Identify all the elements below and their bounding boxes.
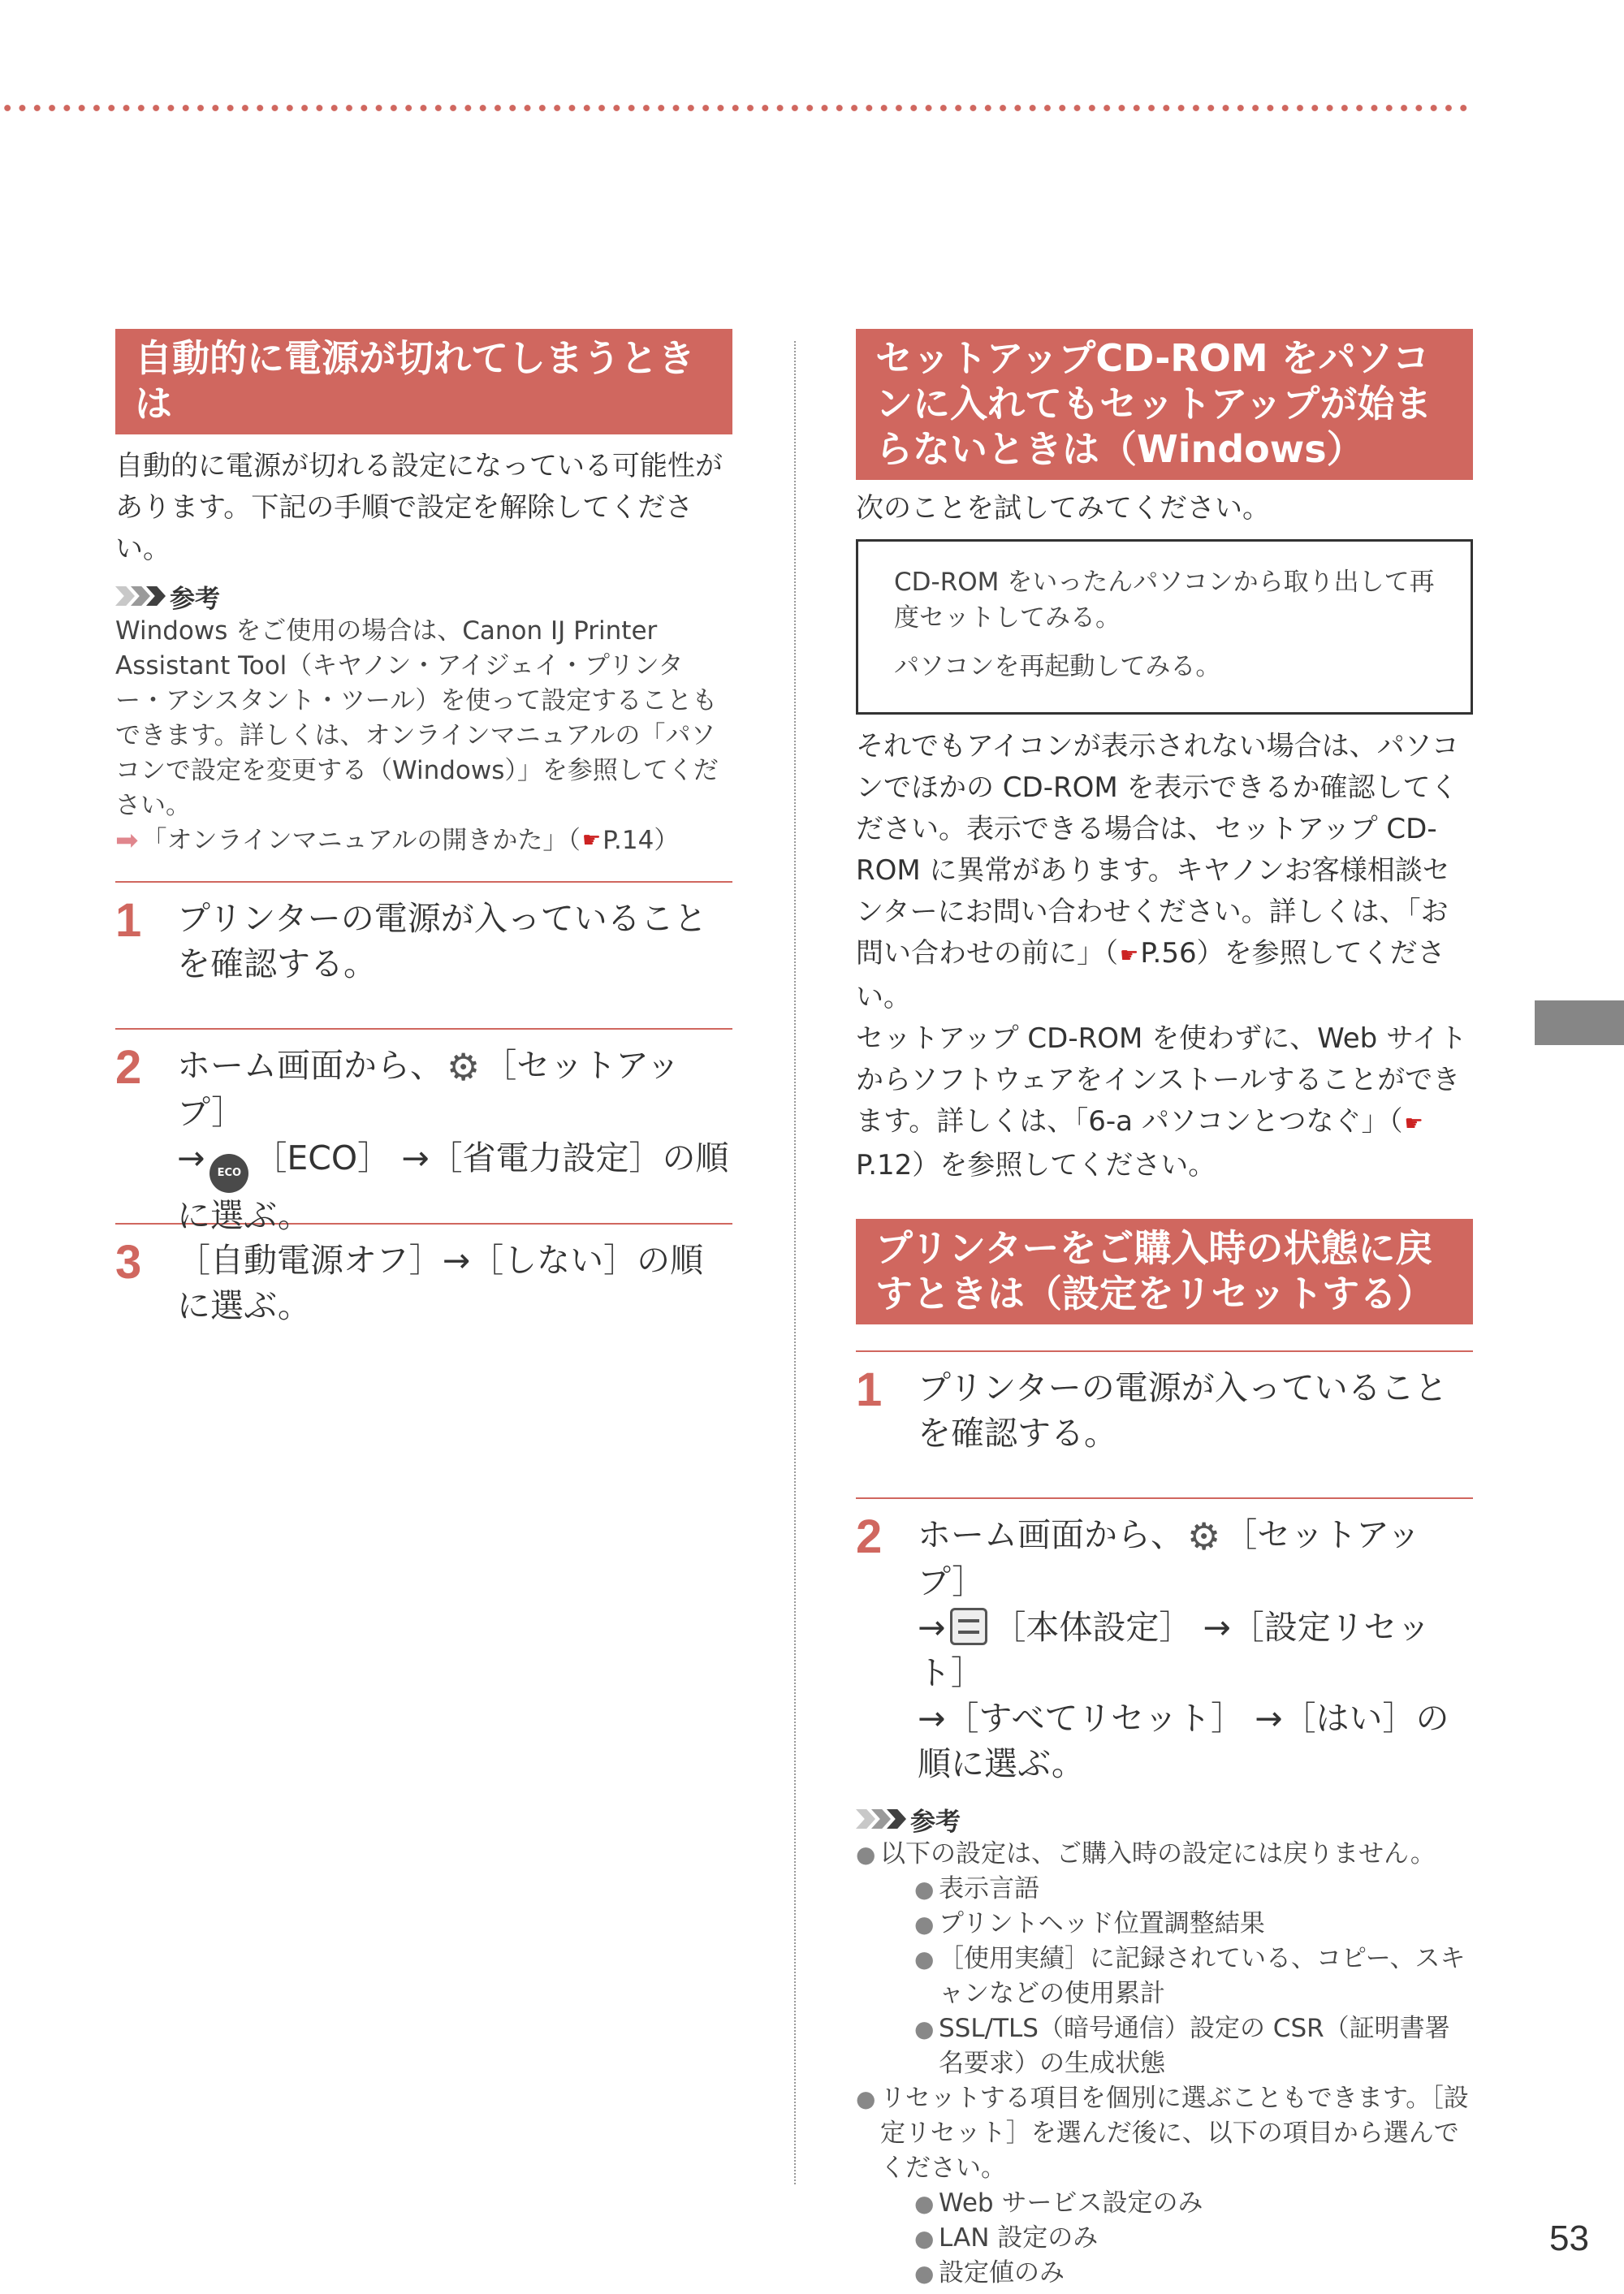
try-item: パソコンを再起動してみる。	[894, 652, 1221, 681]
arrow-right-icon: ➡	[115, 824, 139, 857]
bullet-item: ● リセットする項目を個別に選ぶこともできます。［設定リセット］を選んだ後に、以下の項目から選んでください。	[856, 2084, 1469, 2183]
sub-bullet-item: ● プリントヘッド位置調整結果	[914, 1909, 1265, 1938]
try-box	[856, 539, 1473, 715]
sub-bullet-item: ● ［使用実績］に記録されている、コピー、スキャンなどの使用累計	[914, 1944, 1466, 2008]
settings-icon	[950, 1608, 987, 1645]
chevron-arrows-icon	[856, 1809, 902, 1829]
step-2	[856, 1497, 1473, 1786]
step-text: プリンターの電源が入っていることを確認する。	[918, 1368, 1448, 1453]
hand-pointer-icon: ☛	[581, 828, 602, 853]
right-column	[856, 329, 1473, 2291]
sub-bullet-item: ● SSL/TLS（暗号通信）設定の CSR（証明書署名要求）の生成状態	[914, 2014, 1450, 2078]
step-number: 1	[115, 894, 142, 947]
note-title-label: 参考	[910, 1807, 961, 1837]
chevron-arrows-icon	[115, 586, 162, 606]
gear-icon: ⚙	[1187, 1514, 1221, 1558]
section-heading-reset: プリンターをご購入時の状態に戻すときは（設定をリセットする）	[856, 1219, 1473, 1324]
section-heading-cdrom: セットアップCD-ROM をパソコンに入れてもセットアップが始まらないときは（Windows）	[856, 329, 1473, 480]
hand-pointer-icon: ☛	[1404, 1112, 1423, 1136]
top-dotted-rule	[0, 104, 1474, 112]
page-ref-link[interactable]: P.14	[603, 826, 654, 855]
step-text: ［自動電源オフ］→［しない］の順に選ぶ。	[177, 1241, 704, 1325]
note-text: Windows をご使用の場合は、Canon IJ Printer Assistant Tool（キヤノン・アイジェイ・プリンター・アシスタント・ツール）を使って設定することもできます。詳しくは、オンラインマニュアルの「パソコンで設定を変更する（Windows）」を参照してください。	[115, 616, 719, 820]
note-title	[115, 578, 732, 614]
gear-icon: ⚙	[447, 1045, 481, 1089]
page-number: 53	[1549, 2218, 1589, 2258]
note-title-label: 参考	[170, 584, 220, 614]
bullet-item: ● 以下の設定は、ご購入時の設定には戻りません。	[856, 1839, 1436, 1868]
step-number: 2	[115, 1041, 142, 1094]
try-intro: 次のことを試してみてください。	[856, 492, 1270, 525]
step-2	[115, 1028, 732, 1235]
sub-bullet-item: ● 表示言語	[914, 1874, 1039, 1903]
step-number: 1	[856, 1363, 883, 1416]
note-reference: ➡ 「オンラインマニュアルの開きかた」（ ☛ P.14 ）	[115, 824, 680, 857]
try-item: CD-ROM をいったんパソコンから取り出して再度セットしてみる。	[894, 568, 1435, 633]
note-title	[856, 1801, 1473, 1837]
paragraph-2: セットアップ CD-ROM を使わずに、Web サイトからソフトウェアをインストールすることができます。詳しくは、「6-a パソコンとつなぐ」（☛P.12）を参照してください。	[856, 1022, 1467, 1182]
intro-text: 自動的に電源が切れる設定になっている可能性があります。下記の手順で設定を解除してください。	[115, 450, 723, 565]
sub-bullet-item: ● 設定値のみ	[914, 2258, 1065, 2288]
step-text: ホーム画面から、⚙［セットアップ］ → ［本体設定］ →［設定リセット］ →［すべてリセット］ →［はい］の順に選ぶ。	[918, 1514, 1449, 1783]
step-text: プリンターの電源が入っていることを確認する。	[177, 899, 707, 983]
step-1	[856, 1350, 1473, 1497]
sub-bullet-item: ● LAN 設定のみ	[914, 2223, 1099, 2253]
step-number: 2	[856, 1510, 883, 1563]
left-column	[115, 329, 732, 1328]
eco-icon: ECO	[209, 1154, 248, 1193]
section-heading-auto-power-off: 自動的に電源が切れてしまうときは	[115, 329, 732, 434]
paragraph-1: それでもアイコンが表示されない場合は、パソコンでほかの CD-ROM を表示できるか確認してください。表示できる場合は、セットアップ CD-ROM に異常があります。キヤノンお客様相談センターにお問い合わせください。詳しくは、「お問い合わせの前に」（☛P.56）を参照してください。	[856, 730, 1459, 1013]
page-ref-link[interactable]: P.56	[1140, 937, 1197, 970]
hand-pointer-icon: ☛	[1120, 944, 1139, 968]
sub-bullet-item: ● Web サービス設定のみ	[914, 2188, 1203, 2218]
column-divider	[794, 341, 796, 2184]
page-ref-link[interactable]: P.12	[856, 1149, 913, 1182]
step-text: ホーム画面から、⚙［セットアップ］ → ECO ［ECO］ →［省電力設定］の順に選ぶ。	[177, 1045, 729, 1235]
chapter-side-tab	[1535, 1000, 1624, 1045]
step-3	[115, 1223, 732, 1328]
step-1	[115, 881, 732, 1028]
step-number: 3	[115, 1236, 142, 1289]
